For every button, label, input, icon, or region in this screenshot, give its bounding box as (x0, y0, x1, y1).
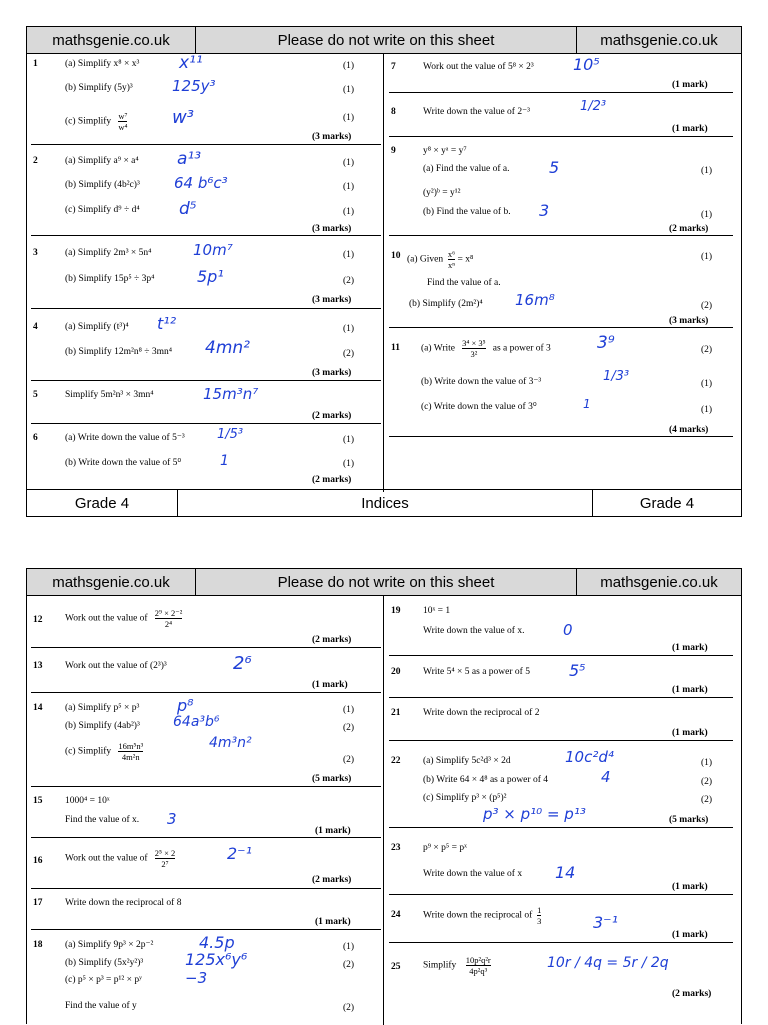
question-number: 21 (391, 708, 401, 718)
total-marks: (3 marks) (669, 316, 709, 326)
question-equation: p⁹ × p⁵ = pˣ (423, 843, 467, 853)
question-part-a: (a) Simplify 2m³ × 5n⁴ (65, 248, 152, 258)
handwritten-answer: 10r / 4q = 5r / 2q (547, 955, 669, 971)
question-part-b: (b) Write 64 × 4⁸ as a power of 4 (423, 775, 548, 785)
question-number: 10 (391, 251, 401, 261)
separator (31, 786, 381, 787)
marks: (1) (701, 405, 713, 415)
sheet-footer (27, 489, 741, 516)
question-text: Find the value of x. (65, 815, 140, 825)
question-part-a: (a) Given $\frac{\text{x⁶}}{\text{xⁿ}}$ = x⁸ (407, 249, 474, 270)
column-divider (383, 595, 384, 1025)
separator (31, 308, 381, 309)
handwritten-answer: 4.5p (199, 933, 235, 952)
handwritten-answer: 64 b⁶c³ (174, 174, 228, 192)
total-marks: (3 marks) (312, 295, 352, 305)
marks: (1) (701, 379, 713, 389)
question-number: 3 (33, 248, 38, 258)
handwritten-answer: 0 (563, 621, 573, 639)
separator (31, 888, 381, 889)
handwritten-answer: 4 (601, 768, 611, 786)
sheet-header (27, 569, 741, 596)
question-text: Simplify $\frac{\text{10p²q²r}}{\text{4p²q³}}$ (423, 955, 491, 976)
total-marks: (1 mark) (672, 643, 708, 653)
total-marks: (1 mark) (312, 680, 348, 690)
marks: (2) (701, 795, 713, 805)
footer-grade-left: Grade 4 (74, 494, 130, 512)
question-number: 16 (33, 856, 43, 866)
worksheet-sheet-2 (26, 568, 742, 1024)
header-site-right: mathsgenie.co.uk (577, 569, 741, 595)
question-part-b: (b) Simplify 12m²n⁸ ÷ 3mn⁴ (65, 347, 173, 357)
total-marks: (3 marks) (312, 224, 352, 234)
question-part-c: (c) Simplify $\frac{\text{w⁷}}{\text{w⁴}}$ (65, 111, 128, 132)
total-marks: (1 mark) (672, 728, 708, 738)
question-part-b: (b) Simplify (4ab²)³ (65, 721, 140, 731)
handwritten-answer: 2⁻¹ (227, 844, 253, 863)
marks: (1) (343, 459, 355, 469)
total-marks: (1 mark) (672, 930, 708, 940)
separator (389, 655, 733, 656)
marks: (1) (343, 182, 355, 192)
question-number: 20 (391, 667, 401, 677)
marks: (2) (343, 723, 355, 733)
marks: (1) (343, 435, 355, 445)
question-number: 25 (391, 962, 401, 972)
total-marks: (2 marks) (669, 224, 709, 234)
total-marks: (5 marks) (312, 774, 352, 784)
marks: (1) (701, 252, 713, 262)
marks: (2) (701, 301, 713, 311)
marks: (1) (343, 113, 355, 123)
handwritten-answer: 1 (220, 453, 229, 469)
question-text: Work out the value of $\frac{\text{2⁵ × 2}}{\text{2⁷}}$ (65, 848, 176, 869)
question-number: 24 (391, 910, 401, 920)
marks: (1) (343, 705, 355, 715)
question-number: 18 (33, 940, 43, 950)
question-part-a: (a) Write down the value of 5⁻³ (65, 433, 185, 443)
footer-grade-right: Grade 4 (639, 494, 695, 512)
separator (31, 647, 381, 648)
question-number: 7 (391, 62, 396, 72)
handwritten-answer: 15m³n⁷ (203, 385, 259, 403)
handwritten-answer: −3 (185, 969, 208, 987)
question-text: Write 5⁴ × 5 as a power of 5 (423, 667, 530, 677)
question-part-b: (b) Find the value of b. (423, 207, 511, 217)
handwritten-answer: 125x⁶y⁶ (185, 950, 248, 969)
header-site-left: mathsgenie.co.uk (27, 27, 195, 53)
handwritten-answer: 125y³ (172, 77, 216, 95)
question-equation: 1000⁴ = 10ˣ (65, 796, 110, 806)
question-number: 8 (391, 107, 396, 117)
handwritten-answer: 1/2³ (580, 99, 607, 114)
handwritten-answer: 5p¹ (197, 267, 224, 286)
total-marks: (2 marks) (312, 875, 352, 885)
column-divider (383, 53, 384, 492)
question-text: Work out the value of $\frac{\text{2⁹ × 2⁻²}}{\text{2⁴}}$ (65, 608, 183, 629)
question-part-b: (b) Simplify (5y)³ (65, 83, 133, 93)
question-text: Work out the value of (2³)³ (65, 661, 167, 671)
question-number: 1 (33, 59, 38, 69)
question-number: 19 (391, 606, 401, 616)
separator (389, 92, 733, 93)
total-marks: (1 mark) (672, 882, 708, 892)
question-part-c: (c) Write down the value of 3⁰ (421, 402, 537, 412)
handwritten-answer: 1 (583, 397, 591, 411)
marks: (2) (343, 1003, 355, 1013)
total-marks: (2 marks) (312, 411, 352, 421)
marks: (1) (343, 158, 355, 168)
footer-topic: Indices (177, 490, 593, 516)
question-number: 11 (391, 343, 400, 353)
question-part-b: (b) Simplify (2m²)⁴ (409, 299, 483, 309)
total-marks: (2 marks) (672, 989, 712, 999)
question-part-a: (a) Write $\frac{\text{3⁴ × 3⁵}}{\text{3²}}$ as a power of 3 (421, 338, 551, 359)
handwritten-answer: 16m⁸ (515, 291, 555, 309)
question-part-a: (a) Simplify 9p³ × 2p⁻² (65, 940, 154, 950)
separator (389, 136, 733, 137)
separator (31, 380, 381, 381)
question-text: Write down the value of x (423, 869, 523, 879)
marks: (1) (701, 758, 713, 768)
handwritten-answer: 10m⁷ (193, 241, 233, 259)
question-equation: (y²)ᵇ = y¹² (423, 188, 461, 198)
handwritten-answer: t¹² (157, 314, 177, 333)
question-text: Write down the reciprocal of $\frac{1}{3}$ (423, 905, 542, 926)
separator (389, 327, 733, 328)
separator (31, 423, 381, 424)
handwritten-answer: x¹¹ (179, 53, 203, 73)
total-marks: (1 mark) (672, 80, 708, 90)
marks: (2) (701, 777, 713, 787)
question-number: 22 (391, 756, 401, 766)
marks: (1) (343, 207, 355, 217)
handwritten-answer: 1/3³ (603, 369, 630, 384)
marks: (1) (343, 942, 355, 952)
question-number: 5 (33, 390, 38, 400)
marks: (1) (701, 210, 713, 220)
handwritten-answer: 10c²d⁴ (565, 748, 614, 766)
question-part-b: (b) Write down the value of 5⁰ (65, 458, 182, 468)
handwritten-answer: 3⁹ (597, 333, 615, 353)
handwritten-answer: d⁵ (179, 199, 197, 219)
handwritten-answer: p³ × p¹⁰ = p¹³ (483, 805, 586, 823)
question-text: Work out the value of 5⁸ × 2³ (423, 62, 534, 72)
question-text: Write down the value of 2⁻³ (423, 107, 530, 117)
question-part-c: (c) Simplify p³ × (p⁵)² (423, 793, 507, 803)
handwritten-answer: 1/5³ (217, 427, 244, 442)
total-marks: (2 marks) (312, 475, 352, 485)
question-part-a: (a) Simplify 5c²d³ × 2d (423, 756, 511, 766)
separator (31, 692, 381, 693)
marks: (2) (343, 755, 355, 765)
question-number: 12 (33, 615, 43, 625)
separator (31, 144, 381, 145)
header-site-right: mathsgenie.co.uk (577, 27, 741, 53)
question-equation: y⁸ × yᵃ = y⁷ (423, 146, 467, 156)
question-part-c: (c) Simplify d⁹ ÷ d⁴ (65, 205, 140, 215)
question-part-a: (a) Simplify (t³)⁴ (65, 322, 129, 332)
question-part-a: (a) Simplify x⁸ × x³ (65, 59, 140, 69)
question-part-b: (b) Simplify 15p⁵ ÷ 3p⁴ (65, 274, 155, 284)
question-part-c: (c) Simplify $\frac{\text{16m⁵n³}}{\text{4m²n}}$ (65, 741, 144, 762)
separator (389, 436, 733, 437)
total-marks: (3 marks) (312, 132, 352, 142)
handwritten-answer: 64a³b⁶ (173, 714, 220, 730)
marks: (1) (343, 61, 355, 71)
handwritten-answer: p⁸ (177, 696, 194, 715)
marks: (1) (343, 85, 355, 95)
marks: (2) (343, 276, 355, 286)
question-part-b: (b) Simplify (4b²c)³ (65, 180, 140, 190)
question-number: 23 (391, 843, 401, 853)
separator (31, 235, 381, 236)
question-number: 15 (33, 796, 43, 806)
handwritten-answer: a¹³ (177, 149, 202, 169)
handwritten-answer: 4mn² (205, 338, 250, 358)
handwritten-answer: 2⁶ (233, 653, 252, 674)
marks: (1) (701, 166, 713, 176)
total-marks: (2 marks) (312, 635, 352, 645)
separator (389, 894, 733, 895)
question-part-a: (a) Find the value of a. (423, 164, 510, 174)
question-text: Find the value of y (65, 1001, 137, 1011)
separator (389, 697, 733, 698)
handwritten-answer: 4m³n² (209, 735, 252, 751)
question-number: 14 (33, 703, 43, 713)
separator (389, 235, 733, 236)
question-part-b: (b) Simplify (5x²y²)³ (65, 958, 144, 968)
total-marks: (4 marks) (669, 425, 709, 435)
handwritten-answer: 5 (549, 158, 560, 177)
question-number: 9 (391, 146, 396, 156)
total-marks: (3 marks) (312, 368, 352, 378)
total-marks: (1 mark) (672, 124, 708, 134)
total-marks: (5 marks) (669, 815, 709, 825)
question-part-b: (b) Write down the value of 3⁻³ (421, 377, 542, 387)
handwritten-answer: w³ (172, 107, 194, 128)
question-text: Write down the reciprocal of 2 (423, 708, 540, 718)
worksheet-sheet-1 (26, 26, 742, 517)
question-text: Write down the value of x. (423, 626, 525, 636)
question-text: Simplify 5m²n³ × 3mn⁴ (65, 390, 154, 400)
separator (389, 740, 733, 741)
marks: (2) (343, 960, 355, 970)
handwritten-answer: 3⁻¹ (593, 913, 619, 932)
marks: (2) (343, 349, 355, 359)
separator (389, 942, 733, 943)
header-notice: Please do not write on this sheet (195, 27, 577, 53)
separator (389, 827, 733, 828)
marks: (2) (701, 345, 713, 355)
question-part-a: (a) Simplify a⁹ × a⁴ (65, 156, 139, 166)
marks: (1) (343, 250, 355, 260)
total-marks: (1 mark) (672, 685, 708, 695)
handwritten-answer: 5⁵ (569, 661, 586, 680)
handwritten-answer: 14 (555, 863, 576, 882)
header-notice: Please do not write on this sheet (195, 569, 577, 595)
handwritten-answer: 10⁵ (573, 55, 600, 74)
question-number: 13 (33, 661, 43, 671)
sheet-header (27, 27, 741, 54)
question-part-c: (c) p⁵ × p³ = p¹² × pʸ (65, 975, 142, 985)
question-number: 6 (33, 433, 38, 443)
total-marks: (1 mark) (315, 826, 351, 836)
separator (31, 837, 381, 838)
question-text: Find the value of a. (427, 278, 501, 288)
question-number: 2 (33, 156, 38, 166)
header-site-left: mathsgenie.co.uk (27, 569, 195, 595)
separator (31, 929, 381, 930)
question-text: Write down the reciprocal of 8 (65, 898, 182, 908)
handwritten-answer: 3 (539, 201, 550, 220)
question-number: 17 (33, 898, 43, 908)
marks: (1) (343, 324, 355, 334)
total-marks: (1 mark) (315, 917, 351, 927)
question-number: 4 (33, 322, 38, 332)
question-part-a: (a) Simplify p⁵ × p³ (65, 703, 140, 713)
handwritten-answer: 3 (167, 810, 177, 828)
question-equation: 10ˣ = 1 (423, 606, 451, 616)
